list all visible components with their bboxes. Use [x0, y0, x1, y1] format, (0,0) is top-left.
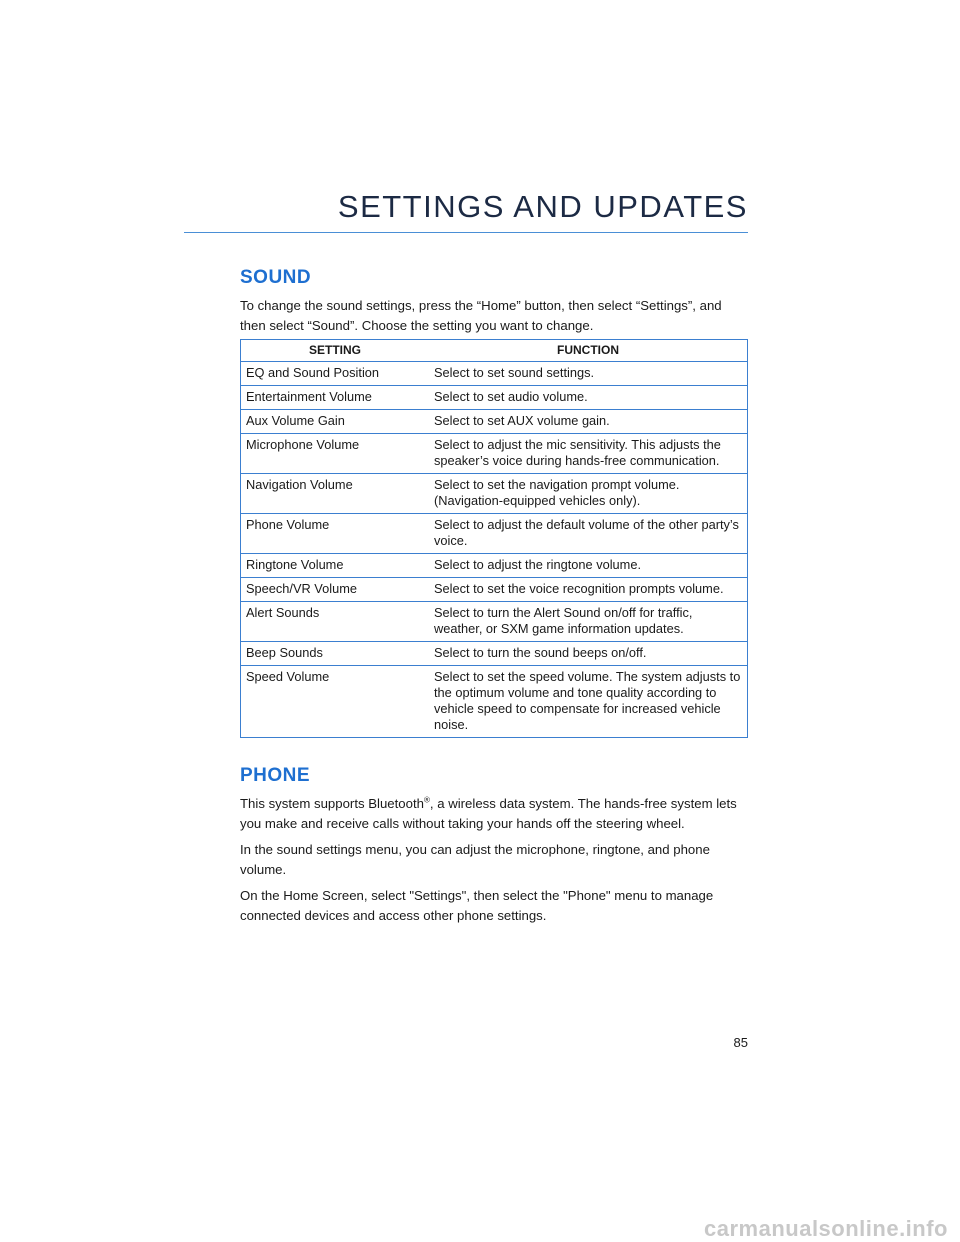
sound-settings-table — [240, 339, 748, 738]
table-row — [241, 642, 748, 666]
phone-paragraph-bluetooth — [240, 794, 748, 833]
table-row — [241, 386, 748, 410]
table-row — [241, 362, 748, 386]
function-cell: Select to adjust the ringtone volume. — [429, 554, 748, 578]
table-row — [241, 666, 748, 738]
table-row — [241, 474, 748, 514]
watermark-text: carmanualsonline.info — [704, 1216, 948, 1241]
chapter-title: SETTINGS AND UPDATES — [337, 189, 748, 224]
setting-cell: EQ and Sound Position — [241, 362, 430, 386]
sound-intro-text: To change the sound settings, press the “Home” button, then select “Settings”, and then select “Sound”. Choose the setting you want to change. — [240, 298, 722, 333]
table-row — [241, 514, 748, 554]
column-header-setting: SETTING — [241, 340, 430, 362]
table-row — [241, 434, 748, 474]
function-cell: Select to set audio volume. — [429, 386, 748, 410]
page-header — [184, 186, 748, 233]
page-number: 85 — [733, 1035, 748, 1050]
phone-paragraph-settings: On the Home Screen, select "Settings", then select the "Phone" menu to manage connected devices and access other phone settings. — [240, 888, 714, 923]
setting-cell: Aux Volume Gain — [241, 410, 430, 434]
setting-cell: Navigation Volume — [241, 474, 430, 514]
setting-cell: Microphone Volume — [241, 434, 430, 474]
setting-cell: Alert Sounds — [241, 602, 430, 642]
setting-cell: Speed Volume — [241, 666, 430, 738]
function-cell: Select to set the voice recognition prompts volume. — [429, 578, 748, 602]
table-header-row — [241, 340, 748, 362]
setting-cell: Entertainment Volume — [241, 386, 430, 410]
table-row — [241, 554, 748, 578]
function-cell: Select to set the speed volume. The system adjusts to the optimum volume and tone quality according to vehicle speed to compensate for increased vehicle noise. — [429, 666, 748, 738]
function-cell: Select to turn the sound beeps on/off. — [429, 642, 748, 666]
function-cell: Select to adjust the default volume of the other party’s voice. — [429, 514, 748, 554]
setting-cell: Speech/VR Volume — [241, 578, 430, 602]
phone-paragraph-volume: In the sound settings menu, you can adjust the microphone, ringtone, and phone volume. — [240, 842, 710, 877]
phone-p1-end: , a wireless data system. The hands-free system lets you make and receive calls without taking your hands off the steering wheel. — [240, 796, 737, 831]
function-cell: Select to set sound settings. — [429, 362, 748, 386]
setting-cell: Phone Volume — [241, 514, 430, 554]
registered-mark: ® — [423, 795, 430, 805]
function-cell: Select to set AUX volume gain. — [429, 410, 748, 434]
setting-cell: Beep Sounds — [241, 642, 430, 666]
phone-p1-start: This system supports Bluetooth — [240, 796, 424, 811]
table-row — [241, 602, 748, 642]
column-header-function: FUNCTION — [429, 340, 748, 362]
setting-cell: Ringtone Volume — [241, 554, 430, 578]
page-content — [240, 266, 748, 925]
function-cell: Select to set the navigation prompt volume. (Navigation-equipped vehicles only). — [429, 474, 748, 514]
function-cell: Select to adjust the mic sensitivity. This adjusts the speaker’s voice during hands-free communication. — [429, 434, 748, 474]
table-row — [241, 410, 748, 434]
table-row — [241, 578, 748, 602]
function-cell: Select to turn the Alert Sound on/off for traffic, weather, or SXM game information updates. — [429, 602, 748, 642]
phone-section-title: PHONE — [240, 765, 311, 786]
sound-section-title: SOUND — [240, 267, 312, 288]
